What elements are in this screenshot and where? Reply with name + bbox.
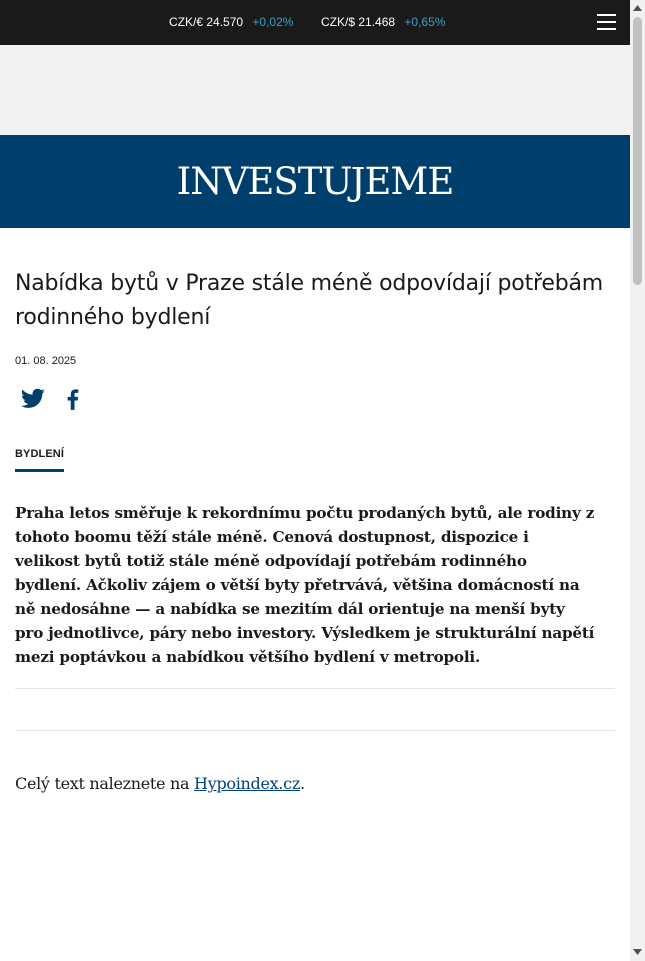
brand-band xyxy=(0,135,630,228)
twitter-icon-graphic xyxy=(20,386,46,412)
category-tag[interactable]: BYDLENÍ xyxy=(15,447,64,472)
currency-ticker xyxy=(0,0,630,45)
divider xyxy=(15,688,615,689)
source-link[interactable]: Hypoindex.cz xyxy=(194,774,300,793)
ad-banner-placeholder xyxy=(0,45,630,135)
facebook-icon[interactable] xyxy=(60,386,86,412)
ticker-pair: CZK/$ xyxy=(321,15,356,29)
vertical-scrollbar[interactable] xyxy=(630,0,645,961)
hamburger-icon[interactable] xyxy=(596,12,618,32)
scroll-up-arrow-icon[interactable] xyxy=(630,0,645,17)
divider xyxy=(15,730,615,731)
site-logo[interactable]: INVESTUJEME xyxy=(176,160,454,203)
ticker-item-eur xyxy=(169,15,293,29)
scroll-down-arrow-icon[interactable] xyxy=(630,944,645,961)
scrollbar-thumb[interactable] xyxy=(633,17,642,285)
article-title: Nabídka bytů v Praze stále méně odpovídají potřebám rodinného bydlení xyxy=(15,271,603,330)
article-perex: Praha letos směřuje k rekordnímu počtu prodaných bytů, ale rodiny z tohoto boomu těží stále méně. Cenová dostupnost, dispozice i velikost bytů totiž stále méně odpovídají potřebám rodinného bydlení. Ačkoliv zájem o větší byty přetrvává, většina domácností na ně nedosáhne — a nabídka se mezitím dál orientuje na menší byty pro jednotlivce, páry nebo investory. Výsledkem je strukturální napětí mezi poptávkou a nabídkou většího bydlení v metropoli. xyxy=(15,504,595,666)
ticker-value: 24.570 xyxy=(206,15,244,29)
ticker-change: +0,65% xyxy=(404,15,446,29)
ticker-value: 21.468 xyxy=(358,15,396,29)
article-date: 01. 08. 2025 xyxy=(15,355,77,367)
ticker-pair: CZK/€ xyxy=(169,15,204,29)
facebook-icon-graphic xyxy=(60,386,86,412)
source-suffix: . xyxy=(299,774,305,793)
source-prefix: Celý text naleznete na xyxy=(15,774,195,793)
ticker-change: +0,02% xyxy=(252,15,294,29)
source-line xyxy=(15,772,305,796)
ticker-item-usd xyxy=(321,15,445,29)
twitter-icon[interactable] xyxy=(20,386,46,412)
